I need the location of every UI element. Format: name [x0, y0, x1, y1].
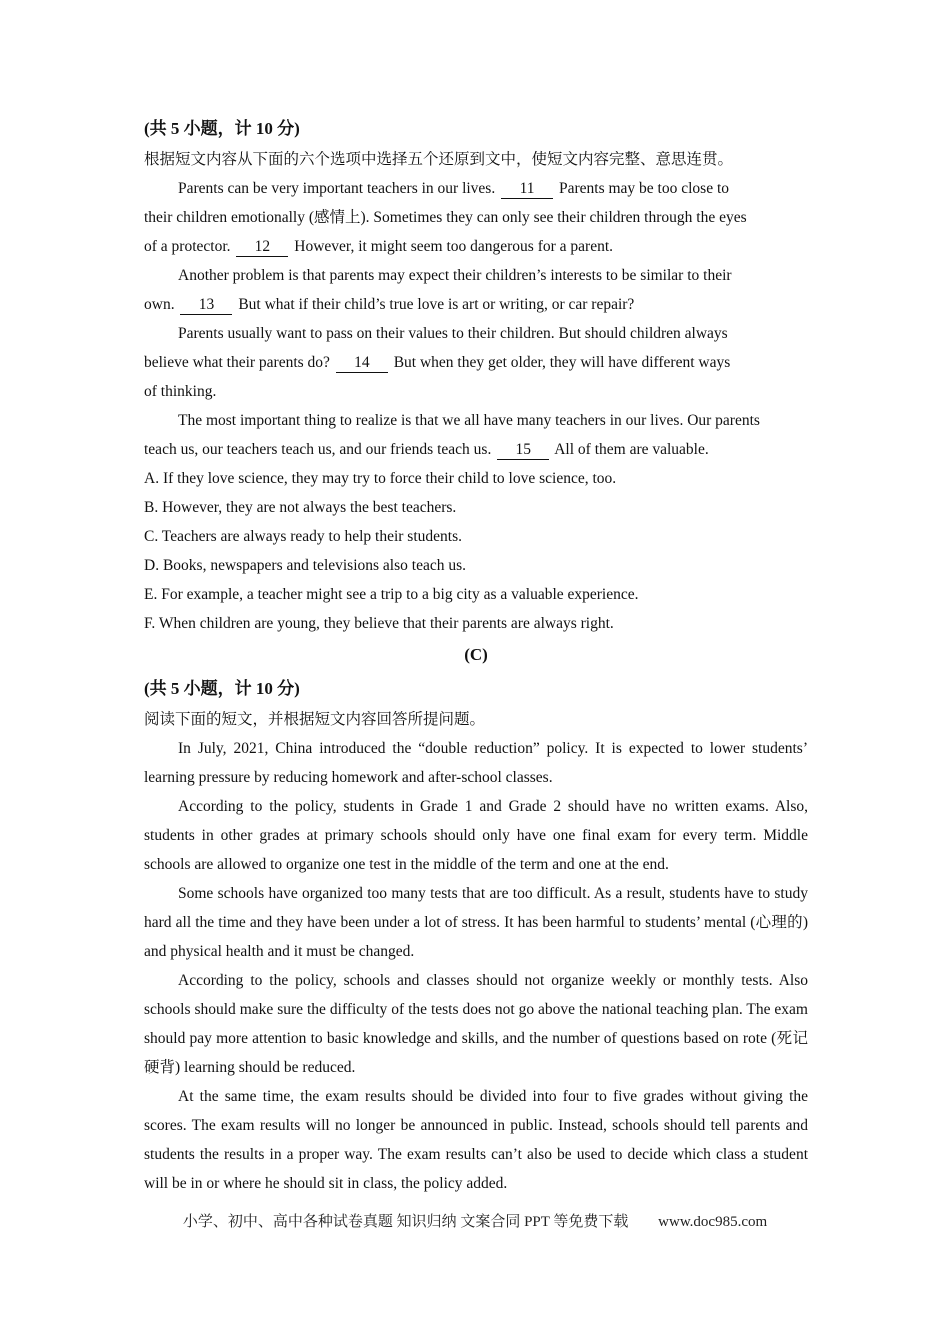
text: Parents usually want to pass on their values to their children. But should children always: [178, 325, 728, 342]
text: of a protector.: [144, 238, 231, 255]
text: own.: [144, 296, 175, 313]
section-b-instruction: 根据短文内容从下面的六个选项中选择五个还原到文中，使短文内容完整、意思连贯。: [144, 151, 734, 168]
text: The most important thing to realize is that we all have many teachers in our lives. Our parents: [178, 412, 760, 429]
passage-c-paragraph-5: At the same time, the exam results should be divided into four to five grades without giving the scores. The exam results will no longer be announced in public. Instead, schools should tell parents and students the results in a proper way. The exam results can’t also be used to decide which class a student will be in or where he should sit in class, the policy added.: [144, 1088, 808, 1192]
passage-b-paragraph-2: [144, 261, 808, 319]
text: of thinking.: [144, 383, 217, 400]
text: Another problem is that parents may expect their children’s interests to be similar to their: [178, 267, 732, 284]
text: teach us, our teachers teach us, and our friends teach us.: [144, 441, 492, 458]
text: their children emotionally (感情上). Sometimes they can only see their children through the eyes: [144, 209, 747, 226]
blank-13: 13: [180, 296, 232, 315]
passage-b-paragraph-3: [144, 319, 808, 406]
passage-c-paragraph-2: According to the policy, students in Grade 1 and Grade 2 should have no written exams. Also, students in other grades at primary schools should only have one final exam for every term. Middle schools are allowed to organize one test in the middle of the term and one at the end.: [144, 798, 808, 873]
option-f: F. When children are young, they believe that their parents are always right.: [144, 615, 614, 632]
section-b-heading: (共 5 小题，计 10 分): [144, 119, 300, 138]
option-a: A. If they love science, they may try to force their child to love science, too.: [144, 470, 617, 487]
option-c: C. Teachers are always ready to help their students.: [144, 528, 462, 545]
text: Parents may be too close to: [558, 180, 729, 197]
blank-14: 14: [336, 354, 388, 373]
section-c-heading: (共 5 小题，计 10 分): [144, 679, 300, 698]
blank-11: 11: [501, 180, 553, 199]
option-b: B. However, they are not always the best teachers.: [144, 499, 457, 516]
text: Parents can be very important teachers in our lives.: [178, 180, 496, 197]
section-c-instruction: 阅读下面的短文，并根据短文内容回答所提问题。: [144, 711, 486, 728]
text: However, it might seem too dangerous for a parent.: [294, 238, 614, 255]
option-e: E. For example, a teacher might see a trip to a big city as a valuable experience.: [144, 586, 639, 603]
text: believe what their parents do?: [144, 354, 330, 371]
passage-c-paragraph-1: In July, 2021, China introduced the “double reduction” policy. It is expected to lower students’ learning pressure by reducing homework and after-school classes.: [144, 740, 808, 786]
blank-15: 15: [497, 441, 549, 460]
section-c-title: (C): [464, 645, 488, 664]
text: But when they get older, they will have different ways: [393, 354, 731, 371]
text: All of them are valuable.: [554, 441, 709, 458]
blank-12: 12: [236, 238, 288, 257]
page-footer: [0, 1210, 950, 1231]
option-d: D. Books, newspapers and televisions also teach us.: [144, 557, 466, 574]
text: But what if their child’s true love is art or writing, or car repair?: [238, 296, 635, 313]
footer-site: www.doc985.com: [658, 1214, 768, 1230]
passage-c-paragraph-3: Some schools have organized too many tests that are too difficult. As a result, students have to study hard all the time and they have been under a lot of stress. It has been harmful to students’ mental (心理的) and physical health and it must be changed.: [144, 885, 808, 960]
passage-b-paragraph-1: [144, 174, 808, 261]
options-list: [144, 464, 808, 638]
footer-text: 小学、初中、高中各种试卷真题 知识归纳 文案合同 PPT 等免费下载: [182, 1214, 629, 1230]
passage-c-paragraph-4: According to the policy, schools and classes should not organize weekly or monthly tests. Also schools should make sure the difficulty of the tests does not go above the national teaching plan. The exam should pay more attention to basic knowledge and skills, and the number of questions based on rote (死记硬背) learning should be reduced.: [144, 972, 808, 1076]
exam-page: [144, 112, 808, 1198]
passage-b-paragraph-4: [144, 406, 808, 464]
